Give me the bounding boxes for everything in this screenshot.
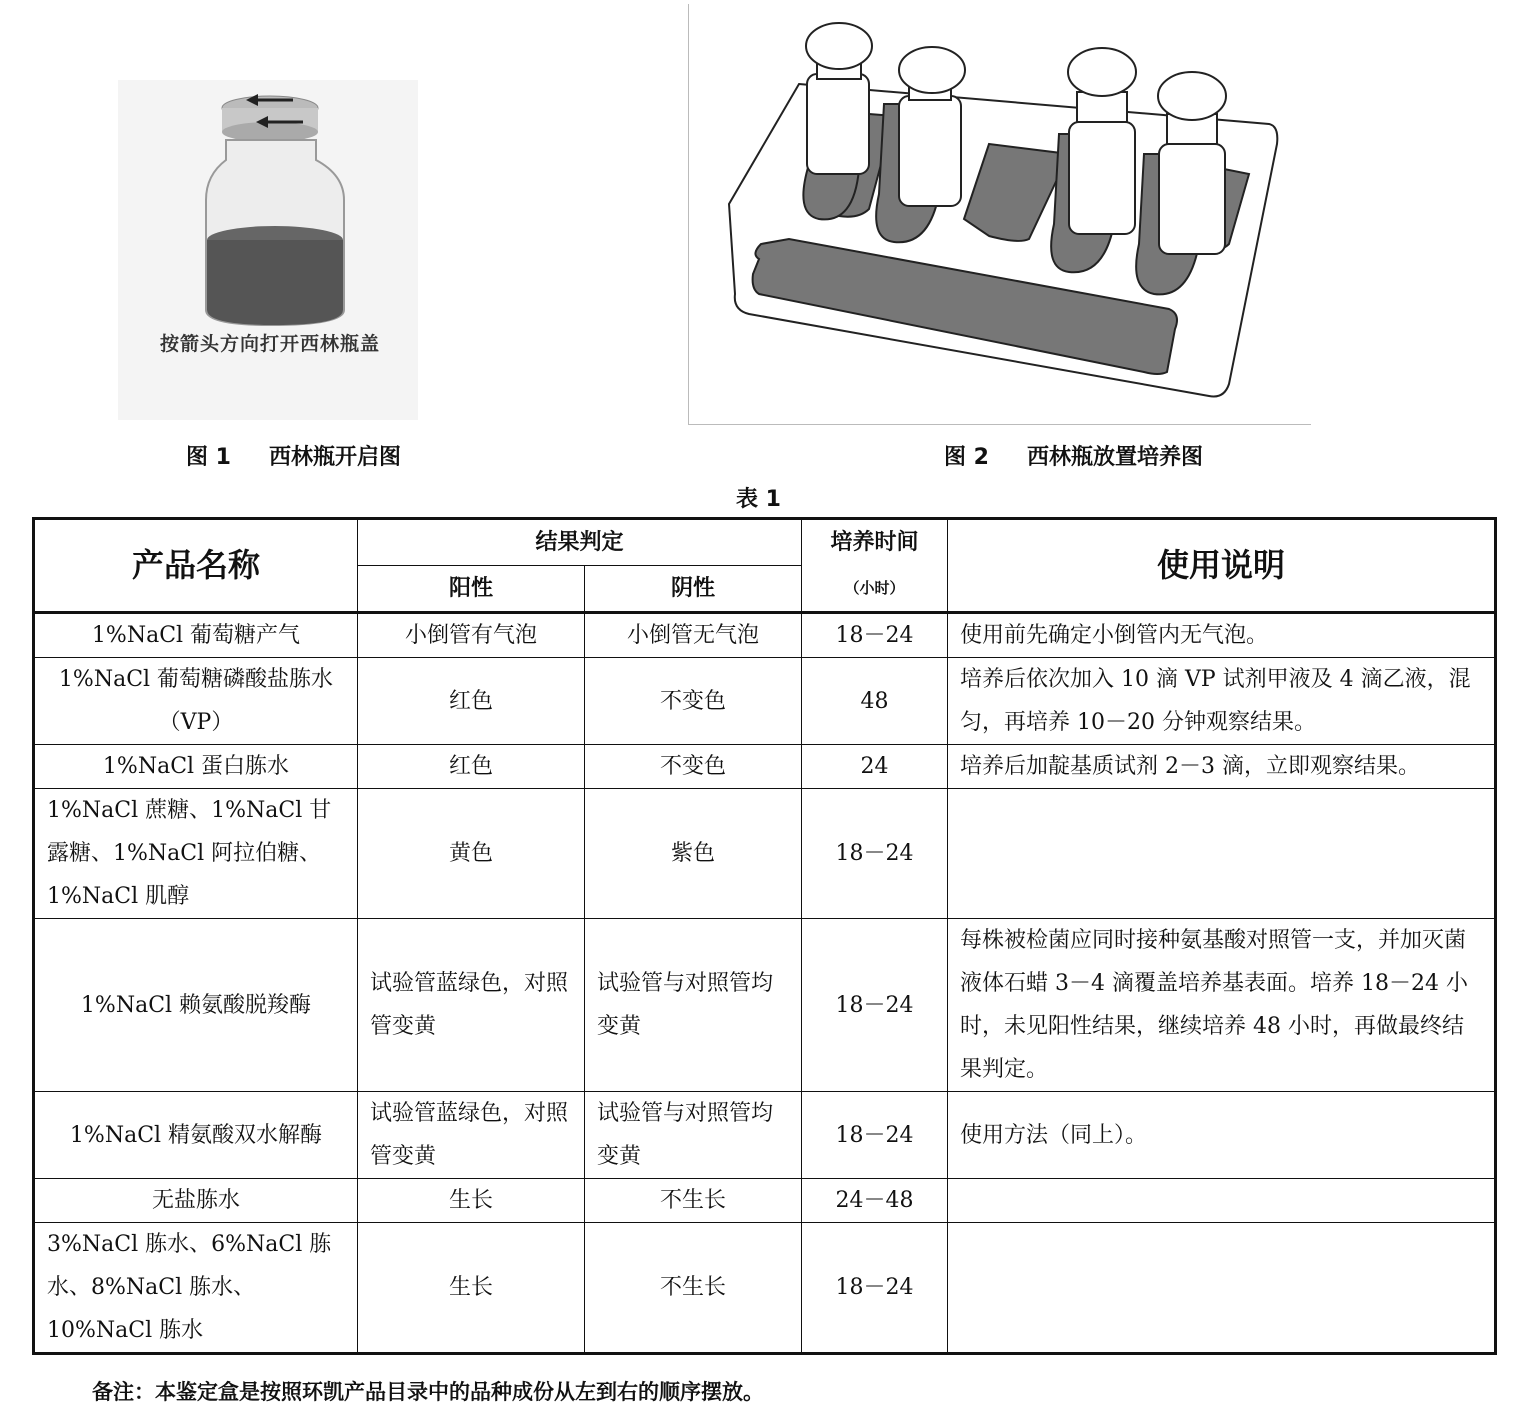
table-row: 1%NaCl 葡萄糖产气 小倒管有气泡 小倒管无气泡 18－24 使用前先确定小倒管内无气泡。 xyxy=(34,613,1496,658)
figure-1-inner-caption: 按箭头方向打开西林瓶盖 xyxy=(160,333,381,355)
table-row: 1%NaCl 蔗糖、1%NaCl 甘露糖、1%NaCl 阿拉伯糖、1%NaCl 肌醇 黄色 紫色 18－24 xyxy=(34,789,1496,919)
figure-2-image xyxy=(688,4,1311,425)
table-row: 1%NaCl 葡萄糖磷酸盐胨水（VP） 红色 不变色 48 培养后依次加入 10 滴 VP 试剂甲液及 4 滴乙液，混匀，再培养 10－20 分钟观察结果。 xyxy=(34,658,1496,745)
table-row: 1%NaCl 蛋白胨水 红色 不变色 24 培养后加靛基质试剂 2－3 滴，立即观察结果。 xyxy=(34,745,1496,789)
table-row: 1%NaCl 赖氨酸脱羧酶 试验管蓝绿色，对照管变黄 试验管与对照管均变黄 18－24 每株被检菌应同时接种氨基酸对照管一支，并加灭菌液体石蜡 3－4 滴覆盖培养基表面。培养 18－24 小时，未见阳性结果，继续培养 48 小时，再做最终结果判定。 xyxy=(34,919,1496,1092)
header-result: 结果判定 xyxy=(358,519,802,566)
header-row-1 xyxy=(34,519,1496,566)
identification-table xyxy=(32,517,1497,1355)
header-time-unit: （小时） xyxy=(802,566,948,613)
table-row: 无盐胨水 生长 不生长 24－48 xyxy=(34,1179,1496,1223)
rack-illustration xyxy=(689,4,1311,424)
figure-1-image xyxy=(118,80,418,420)
table-title: 表 1 xyxy=(736,487,781,512)
table-row: 1%NaCl 精氨酸双水解酶 试验管蓝绿色，对照管变黄 试验管与对照管均变黄 18－24 使用方法（同上）。 xyxy=(34,1092,1496,1179)
vial-illustration xyxy=(118,80,418,420)
header-product: 产品名称 xyxy=(34,519,358,613)
figure-2-caption: 图 2 西林瓶放置培养图 xyxy=(944,445,1203,470)
header-time: 培养时间 xyxy=(802,519,948,566)
header-positive: 阳性 xyxy=(358,566,585,613)
figure-1-caption: 图 1 西林瓶开启图 xyxy=(186,445,401,470)
header-usage: 使用说明 xyxy=(948,519,1496,613)
header-negative: 阴性 xyxy=(585,566,802,613)
table-row: 3%NaCl 胨水、6%NaCl 胨水、8%NaCl 胨水、10%NaCl 胨水 生长 不生长 18－24 xyxy=(34,1223,1496,1354)
footnote: 备注：本鉴定盒是按照环凯产品目录中的品种成份从左到右的顺序摆放。 xyxy=(92,1380,764,1404)
